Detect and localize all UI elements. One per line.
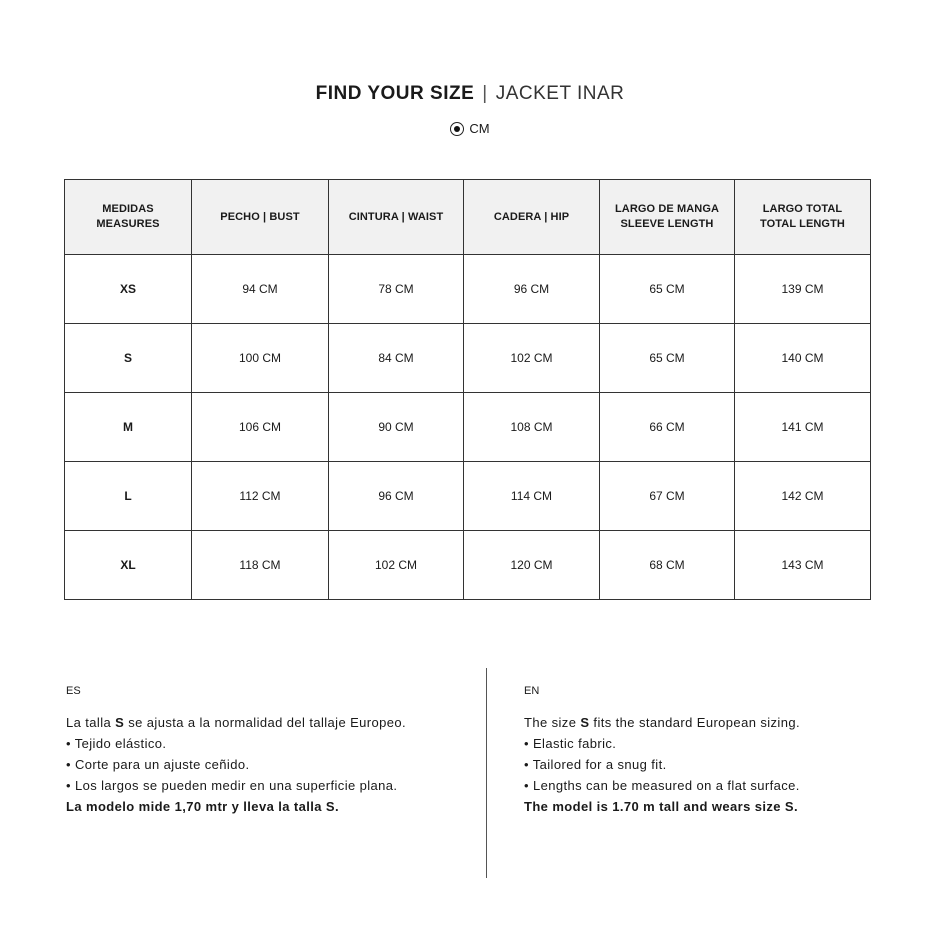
- total-length-cell: 139 CM: [735, 255, 871, 324]
- size-cell: XL: [65, 531, 192, 600]
- header-total-length: LARGO TOTAL TOTAL LENGTH: [735, 180, 871, 255]
- page-title: [0, 80, 940, 108]
- waist-cell: 102 CM: [329, 531, 464, 600]
- total-length-cell: 140 CM: [735, 324, 871, 393]
- total-length-cell: 143 CM: [735, 531, 871, 600]
- title-main: FIND YOUR SIZE: [315, 83, 475, 104]
- bullet-fabric-en: • Elastic fabric.: [524, 736, 617, 751]
- table-header-row: [65, 180, 871, 255]
- bullet-cut-en: • Tailored for a snug fit.: [524, 757, 667, 772]
- hip-cell: 102 CM: [464, 324, 600, 393]
- sleeve-cell: 66 CM: [600, 393, 735, 462]
- header-bust: PECHO | BUST: [192, 180, 329, 255]
- header-waist: CINTURA | WAIST: [329, 180, 464, 255]
- total-length-cell: 142 CM: [735, 462, 871, 531]
- column-divider: [486, 668, 487, 878]
- sleeve-cell: 65 CM: [600, 324, 735, 393]
- hip-cell: 120 CM: [464, 531, 600, 600]
- notes-spanish: [66, 684, 466, 817]
- waist-cell: 90 CM: [329, 393, 464, 462]
- sleeve-cell: 67 CM: [600, 462, 735, 531]
- model-note-en: The model is 1.70 m tall and wears size S.: [524, 799, 799, 814]
- notes-english: [524, 684, 924, 817]
- radio-selected-icon[interactable]: [450, 122, 464, 136]
- sleeve-cell: 65 CM: [600, 255, 735, 324]
- table-row: [65, 255, 871, 324]
- model-note-es: La modelo mide 1,70 mtr y lleva la talla S.: [66, 799, 339, 814]
- size-table: [64, 179, 871, 600]
- title-product: JACKET INAR: [495, 83, 625, 104]
- size-cell: L: [65, 462, 192, 531]
- header-hip: CADERA | HIP: [464, 180, 600, 255]
- table-row: [65, 393, 871, 462]
- hip-cell: 114 CM: [464, 462, 600, 531]
- bullet-lengths-es: • Los largos se pueden medir en una superficie plana.: [66, 778, 398, 793]
- table-row: [65, 324, 871, 393]
- header-measures: MEDIDAS MEASURES: [65, 180, 192, 255]
- size-cell: XS: [65, 255, 192, 324]
- hip-cell: 96 CM: [464, 255, 600, 324]
- sleeve-cell: 68 CM: [600, 531, 735, 600]
- total-length-cell: 141 CM: [735, 393, 871, 462]
- bust-cell: 94 CM: [192, 255, 329, 324]
- bullet-cut-es: • Corte para un ajuste ceñido.: [66, 757, 250, 772]
- table-row: [65, 531, 871, 600]
- bust-cell: 112 CM: [192, 462, 329, 531]
- header-sleeve-length: LARGO DE MANGA SLEEVE LENGTH: [600, 180, 735, 255]
- lang-label-en: EN: [524, 685, 540, 697]
- size-cell: S: [65, 324, 192, 393]
- waist-cell: 84 CM: [329, 324, 464, 393]
- waist-cell: 96 CM: [329, 462, 464, 531]
- unit-selector[interactable]: [0, 119, 940, 139]
- fit-note-es: La talla S se ajusta a la normalidad del tallaje Europeo.: [66, 715, 407, 730]
- bust-cell: 106 CM: [192, 393, 329, 462]
- bust-cell: 100 CM: [192, 324, 329, 393]
- unit-label: CM: [469, 121, 490, 136]
- bullet-lengths-en: • Lengths can be measured on a flat surface.: [524, 778, 800, 793]
- waist-cell: 78 CM: [329, 255, 464, 324]
- bust-cell: 118 CM: [192, 531, 329, 600]
- hip-cell: 108 CM: [464, 393, 600, 462]
- size-cell: M: [65, 393, 192, 462]
- lang-label-es: ES: [66, 685, 81, 697]
- title-separator: |: [482, 83, 488, 104]
- table-row: [65, 462, 871, 531]
- bullet-fabric-es: • Tejido elástico.: [66, 736, 167, 751]
- fit-note-en: The size S fits the standard European sizing.: [524, 715, 800, 730]
